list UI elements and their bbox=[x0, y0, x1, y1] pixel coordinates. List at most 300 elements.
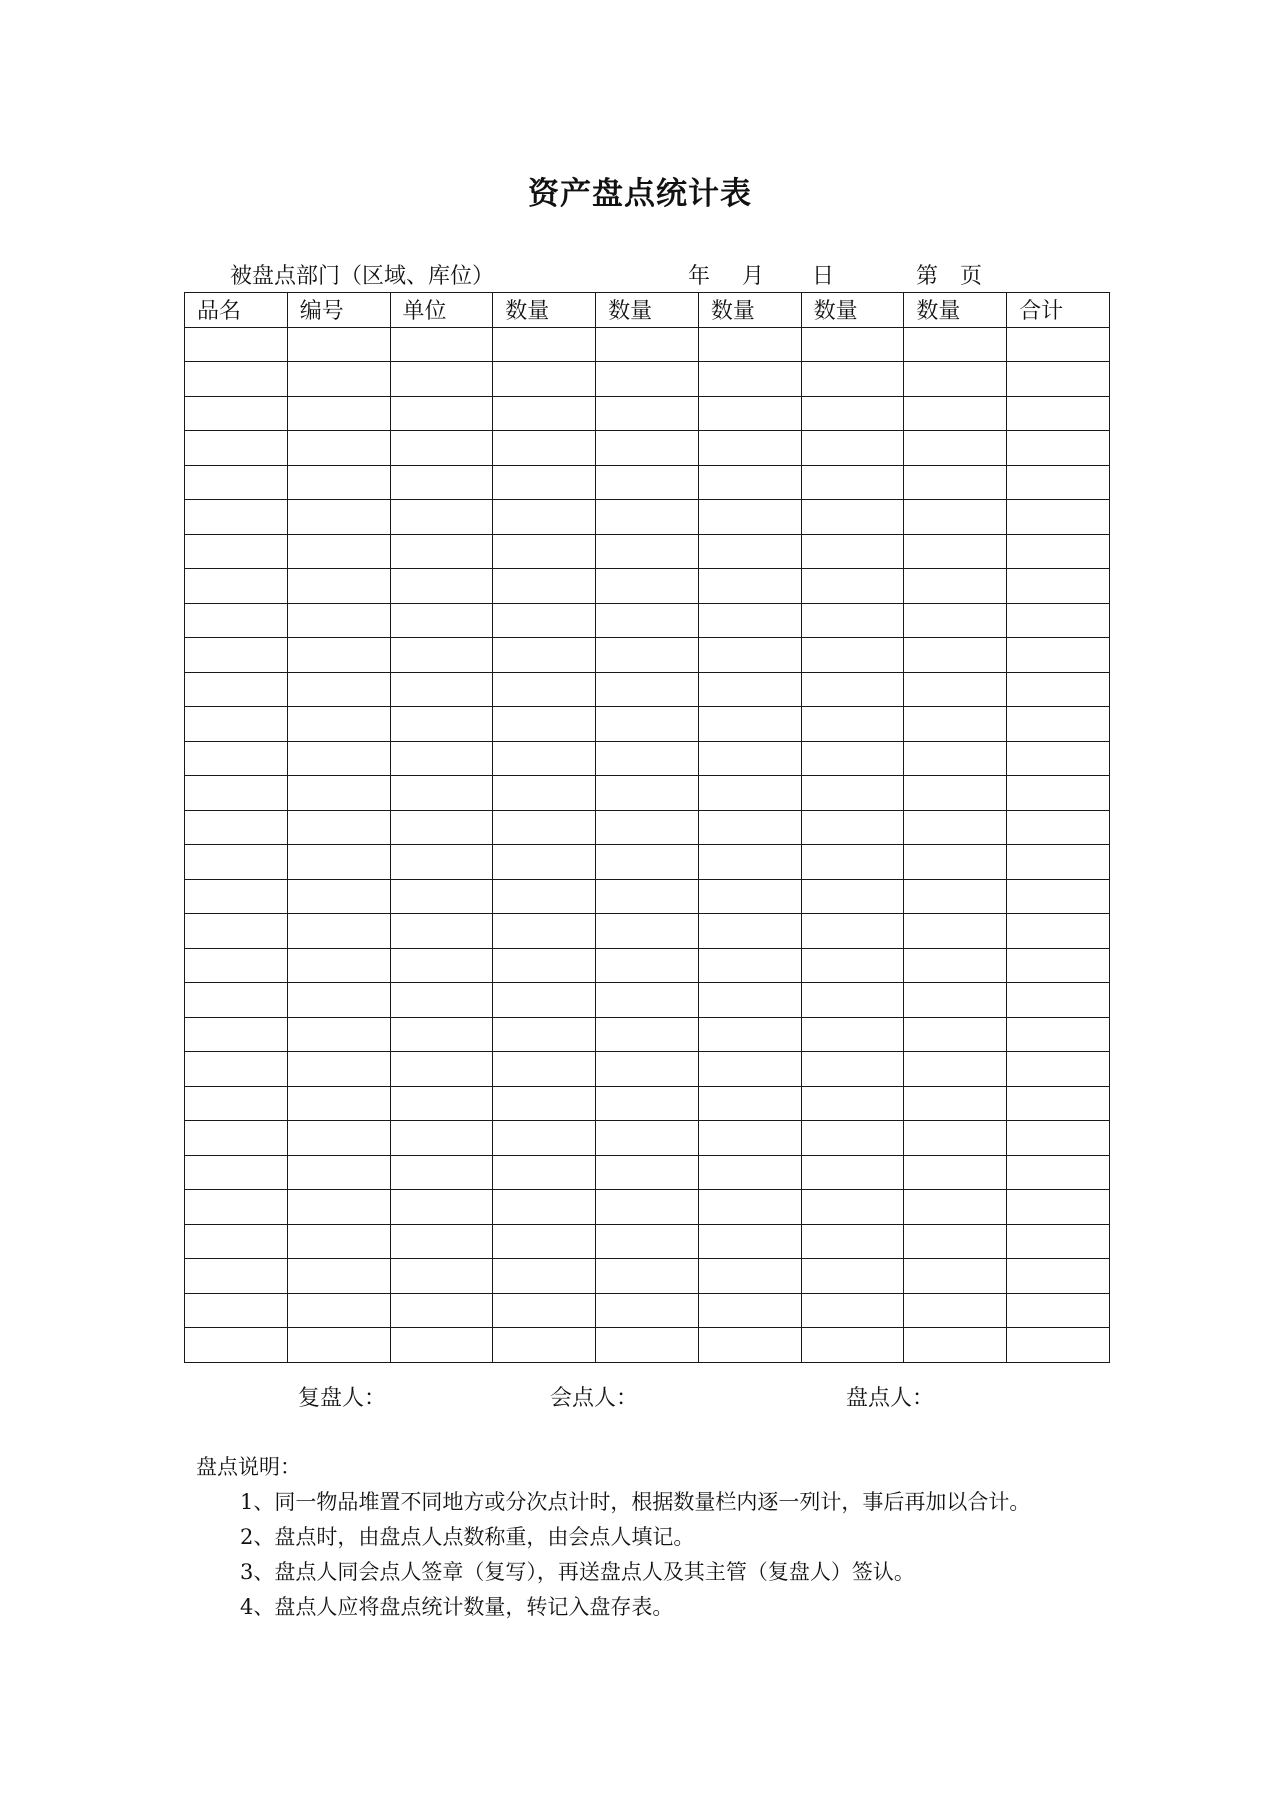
page-number-label bbox=[916, 259, 982, 290]
table-cell[interactable] bbox=[698, 1224, 801, 1259]
table-cell[interactable] bbox=[287, 327, 390, 362]
table-cell[interactable] bbox=[287, 431, 390, 466]
table-cell[interactable] bbox=[904, 1086, 1007, 1121]
table-cell[interactable] bbox=[904, 776, 1007, 811]
table-cell[interactable] bbox=[1007, 534, 1110, 569]
table-cell[interactable] bbox=[287, 1293, 390, 1328]
table-cell[interactable] bbox=[698, 672, 801, 707]
table-cell[interactable] bbox=[596, 1259, 699, 1294]
table-row bbox=[185, 431, 1110, 466]
table-cell[interactable] bbox=[1007, 396, 1110, 431]
table-cell[interactable] bbox=[493, 534, 596, 569]
table-cell[interactable] bbox=[698, 1259, 801, 1294]
table-cell[interactable] bbox=[493, 431, 596, 466]
table-cell[interactable] bbox=[185, 1052, 288, 1087]
table-cell[interactable] bbox=[801, 672, 904, 707]
table-cell[interactable] bbox=[185, 810, 288, 845]
table-cell[interactable] bbox=[185, 603, 288, 638]
table-cell[interactable] bbox=[493, 1328, 596, 1363]
table-cell[interactable] bbox=[904, 1328, 1007, 1363]
table-cell[interactable] bbox=[185, 1259, 288, 1294]
table-cell[interactable] bbox=[904, 1017, 1007, 1052]
table-cell[interactable] bbox=[390, 810, 493, 845]
table-cell[interactable] bbox=[493, 914, 596, 949]
table-cell[interactable] bbox=[596, 638, 699, 673]
table-cell[interactable] bbox=[596, 1190, 699, 1225]
table-cell[interactable] bbox=[698, 465, 801, 500]
table-cell[interactable] bbox=[185, 1155, 288, 1190]
table-cell[interactable] bbox=[904, 1224, 1007, 1259]
table-cell[interactable] bbox=[390, 465, 493, 500]
table-cell[interactable] bbox=[493, 500, 596, 535]
table-cell[interactable] bbox=[801, 1293, 904, 1328]
table-cell[interactable] bbox=[185, 638, 288, 673]
table-cell[interactable] bbox=[1007, 638, 1110, 673]
table-cell[interactable] bbox=[596, 1224, 699, 1259]
table-cell[interactable] bbox=[801, 1224, 904, 1259]
table-cell[interactable] bbox=[390, 327, 493, 362]
table-cell[interactable] bbox=[185, 1224, 288, 1259]
table-cell[interactable] bbox=[1007, 707, 1110, 742]
table-cell[interactable] bbox=[801, 638, 904, 673]
table-cell[interactable] bbox=[390, 1086, 493, 1121]
counter-signature-label: 盘点人： bbox=[846, 1386, 935, 1411]
table-cell[interactable] bbox=[1007, 672, 1110, 707]
table-cell[interactable] bbox=[596, 1293, 699, 1328]
table-cell[interactable] bbox=[698, 1052, 801, 1087]
table-cell[interactable] bbox=[596, 845, 699, 880]
table-cell[interactable] bbox=[801, 500, 904, 535]
table-cell[interactable] bbox=[698, 983, 801, 1018]
table-cell[interactable] bbox=[904, 707, 1007, 742]
table-cell[interactable] bbox=[493, 810, 596, 845]
table-cell[interactable] bbox=[390, 396, 493, 431]
table-cell[interactable] bbox=[185, 776, 288, 811]
table-cell[interactable] bbox=[287, 1190, 390, 1225]
table-cell[interactable] bbox=[390, 603, 493, 638]
table-cell[interactable] bbox=[801, 327, 904, 362]
table-row bbox=[185, 845, 1110, 880]
table-cell[interactable] bbox=[596, 948, 699, 983]
table-cell[interactable] bbox=[287, 500, 390, 535]
table-cell[interactable] bbox=[185, 707, 288, 742]
table-cell[interactable] bbox=[596, 431, 699, 466]
table-cell[interactable] bbox=[801, 1328, 904, 1363]
table-cell[interactable] bbox=[801, 534, 904, 569]
table-cell[interactable] bbox=[801, 431, 904, 466]
table-cell[interactable] bbox=[493, 569, 596, 604]
table-cell[interactable] bbox=[287, 879, 390, 914]
table-cell[interactable] bbox=[1007, 845, 1110, 880]
table-cell[interactable] bbox=[185, 1293, 288, 1328]
table-row bbox=[185, 1017, 1110, 1052]
table-cell[interactable] bbox=[801, 810, 904, 845]
table-cell[interactable] bbox=[698, 914, 801, 949]
table-cell[interactable] bbox=[596, 810, 699, 845]
table-cell[interactable] bbox=[493, 1121, 596, 1156]
table-cell[interactable] bbox=[698, 638, 801, 673]
table-cell[interactable] bbox=[698, 741, 801, 776]
table-cell[interactable] bbox=[1007, 1293, 1110, 1328]
table-cell[interactable] bbox=[801, 1052, 904, 1087]
table-cell[interactable] bbox=[185, 948, 288, 983]
table-cell[interactable] bbox=[287, 741, 390, 776]
table-cell[interactable] bbox=[390, 1121, 493, 1156]
table-cell[interactable] bbox=[185, 569, 288, 604]
table-cell[interactable] bbox=[904, 879, 1007, 914]
table-cell[interactable] bbox=[698, 707, 801, 742]
table-cell[interactable] bbox=[698, 1190, 801, 1225]
table-cell[interactable] bbox=[1007, 1017, 1110, 1052]
table-cell[interactable] bbox=[904, 672, 1007, 707]
table-cell[interactable] bbox=[390, 500, 493, 535]
table-cell[interactable] bbox=[185, 431, 288, 466]
column-header-code: 编号 bbox=[287, 293, 390, 328]
table-cell[interactable] bbox=[801, 1190, 904, 1225]
table-cell[interactable] bbox=[287, 1086, 390, 1121]
table-cell[interactable] bbox=[185, 741, 288, 776]
table-row bbox=[185, 1259, 1110, 1294]
table-cell[interactable] bbox=[596, 1086, 699, 1121]
table-cell[interactable] bbox=[698, 1155, 801, 1190]
table-cell[interactable] bbox=[287, 1259, 390, 1294]
table-cell[interactable] bbox=[493, 362, 596, 397]
table-cell[interactable] bbox=[493, 845, 596, 880]
table-cell[interactable] bbox=[596, 465, 699, 500]
table-cell[interactable] bbox=[390, 914, 493, 949]
table-cell[interactable] bbox=[698, 534, 801, 569]
table-cell[interactable] bbox=[904, 1155, 1007, 1190]
table-cell[interactable] bbox=[493, 396, 596, 431]
table-cell[interactable] bbox=[287, 1121, 390, 1156]
table-cell[interactable] bbox=[698, 1017, 801, 1052]
table-cell[interactable] bbox=[596, 983, 699, 1018]
table-cell[interactable] bbox=[1007, 327, 1110, 362]
table-cell[interactable] bbox=[698, 603, 801, 638]
table-cell[interactable] bbox=[287, 638, 390, 673]
table-cell[interactable] bbox=[390, 431, 493, 466]
department-label: 被盘点部门（区域、库位） bbox=[230, 264, 495, 289]
table-cell[interactable] bbox=[801, 741, 904, 776]
table-cell[interactable] bbox=[596, 914, 699, 949]
table-cell[interactable] bbox=[390, 1190, 493, 1225]
table-cell[interactable] bbox=[185, 1190, 288, 1225]
table-cell[interactable] bbox=[801, 569, 904, 604]
table-cell[interactable] bbox=[493, 465, 596, 500]
table-cell[interactable] bbox=[801, 707, 904, 742]
table-cell[interactable] bbox=[698, 431, 801, 466]
table-cell[interactable] bbox=[904, 914, 1007, 949]
table-cell[interactable] bbox=[698, 948, 801, 983]
table-cell[interactable] bbox=[801, 948, 904, 983]
table-cell[interactable] bbox=[904, 500, 1007, 535]
table-cell[interactable] bbox=[287, 396, 390, 431]
table-cell[interactable] bbox=[287, 1052, 390, 1087]
table-cell[interactable] bbox=[493, 672, 596, 707]
table-cell[interactable] bbox=[493, 983, 596, 1018]
table-cell[interactable] bbox=[390, 1293, 493, 1328]
table-cell[interactable] bbox=[698, 1121, 801, 1156]
table-cell[interactable] bbox=[698, 569, 801, 604]
table-cell[interactable] bbox=[904, 845, 1007, 880]
table-cell[interactable] bbox=[904, 603, 1007, 638]
table-cell[interactable] bbox=[904, 362, 1007, 397]
table-cell[interactable] bbox=[1007, 914, 1110, 949]
table-cell[interactable] bbox=[904, 1121, 1007, 1156]
table-cell[interactable] bbox=[390, 948, 493, 983]
table-cell[interactable] bbox=[904, 431, 1007, 466]
reviewer-signature-label: 复盘人： bbox=[298, 1386, 387, 1411]
table-cell[interactable] bbox=[185, 465, 288, 500]
table-cell[interactable] bbox=[1007, 1224, 1110, 1259]
table-row bbox=[185, 1328, 1110, 1363]
table-cell[interactable] bbox=[287, 534, 390, 569]
table-cell[interactable] bbox=[493, 1259, 596, 1294]
table-cell[interactable] bbox=[185, 1328, 288, 1363]
table-cell[interactable] bbox=[390, 1259, 493, 1294]
table-cell[interactable] bbox=[698, 362, 801, 397]
table-cell[interactable] bbox=[904, 327, 1007, 362]
table-cell[interactable] bbox=[1007, 1155, 1110, 1190]
table-cell[interactable] bbox=[698, 810, 801, 845]
table-cell[interactable] bbox=[390, 1155, 493, 1190]
table-cell[interactable] bbox=[596, 362, 699, 397]
table-cell[interactable] bbox=[904, 1293, 1007, 1328]
table-cell[interactable] bbox=[390, 638, 493, 673]
table-cell[interactable] bbox=[801, 396, 904, 431]
table-cell[interactable] bbox=[390, 1328, 493, 1363]
table-cell[interactable] bbox=[904, 983, 1007, 1018]
table-cell[interactable] bbox=[801, 879, 904, 914]
table-cell[interactable] bbox=[390, 1224, 493, 1259]
witness-signature-label: 会点人： bbox=[550, 1386, 639, 1411]
table-cell[interactable] bbox=[596, 1328, 699, 1363]
table-cell[interactable] bbox=[904, 1052, 1007, 1087]
table-row bbox=[185, 914, 1110, 949]
table-cell[interactable] bbox=[390, 1017, 493, 1052]
table-cell[interactable] bbox=[904, 741, 1007, 776]
table-cell[interactable] bbox=[698, 845, 801, 880]
table-cell[interactable] bbox=[493, 741, 596, 776]
table-cell[interactable] bbox=[801, 1155, 904, 1190]
table-cell[interactable] bbox=[698, 1086, 801, 1121]
table-row bbox=[185, 776, 1110, 811]
table-cell[interactable] bbox=[596, 603, 699, 638]
table-cell[interactable] bbox=[801, 845, 904, 880]
table-cell[interactable] bbox=[1007, 465, 1110, 500]
table-cell[interactable] bbox=[390, 845, 493, 880]
table-cell[interactable] bbox=[287, 603, 390, 638]
table-cell[interactable] bbox=[801, 465, 904, 500]
table-cell[interactable] bbox=[801, 1086, 904, 1121]
table-cell[interactable] bbox=[1007, 776, 1110, 811]
table-cell[interactable] bbox=[390, 983, 493, 1018]
table-cell[interactable] bbox=[801, 914, 904, 949]
table-cell[interactable] bbox=[1007, 1259, 1110, 1294]
table-cell[interactable] bbox=[904, 1259, 1007, 1294]
table-cell[interactable] bbox=[390, 534, 493, 569]
table-cell[interactable] bbox=[904, 569, 1007, 604]
table-cell[interactable] bbox=[390, 741, 493, 776]
table-cell[interactable] bbox=[596, 741, 699, 776]
table-cell[interactable] bbox=[596, 879, 699, 914]
table-cell[interactable] bbox=[287, 1328, 390, 1363]
table-cell[interactable] bbox=[390, 362, 493, 397]
table-cell[interactable] bbox=[185, 396, 288, 431]
table-cell[interactable] bbox=[390, 672, 493, 707]
table-cell[interactable] bbox=[904, 948, 1007, 983]
table-cell[interactable] bbox=[698, 879, 801, 914]
table-cell[interactable] bbox=[801, 983, 904, 1018]
table-cell[interactable] bbox=[801, 1259, 904, 1294]
table-cell[interactable] bbox=[493, 707, 596, 742]
table-cell[interactable] bbox=[493, 948, 596, 983]
table-cell[interactable] bbox=[596, 1017, 699, 1052]
table-cell[interactable] bbox=[287, 845, 390, 880]
table-cell[interactable] bbox=[493, 1224, 596, 1259]
table-cell[interactable] bbox=[287, 1224, 390, 1259]
table-cell[interactable] bbox=[801, 362, 904, 397]
table-cell[interactable] bbox=[287, 983, 390, 1018]
table-cell[interactable] bbox=[904, 534, 1007, 569]
table-cell[interactable] bbox=[287, 465, 390, 500]
table-cell[interactable] bbox=[1007, 569, 1110, 604]
table-cell[interactable] bbox=[596, 534, 699, 569]
table-row bbox=[185, 534, 1110, 569]
table-cell[interactable] bbox=[1007, 1052, 1110, 1087]
table-cell[interactable] bbox=[287, 362, 390, 397]
table-cell[interactable] bbox=[698, 776, 801, 811]
table-cell[interactable] bbox=[596, 1155, 699, 1190]
note-item: 2、盘点时，由盘点人点数称重，由会点人填记。 bbox=[240, 1525, 695, 1549]
table-header-row bbox=[185, 293, 1110, 328]
table-cell[interactable] bbox=[1007, 1121, 1110, 1156]
table-cell[interactable] bbox=[596, 1121, 699, 1156]
table-cell[interactable] bbox=[287, 948, 390, 983]
table-cell[interactable] bbox=[287, 776, 390, 811]
notes-title: 盘点说明： bbox=[196, 1455, 301, 1479]
table-cell[interactable] bbox=[390, 776, 493, 811]
table-cell[interactable] bbox=[287, 672, 390, 707]
table-cell[interactable] bbox=[1007, 879, 1110, 914]
table-cell[interactable] bbox=[185, 534, 288, 569]
table-cell[interactable] bbox=[185, 879, 288, 914]
table-cell[interactable] bbox=[493, 638, 596, 673]
table-cell[interactable] bbox=[1007, 603, 1110, 638]
table-cell[interactable] bbox=[185, 1017, 288, 1052]
table-cell[interactable] bbox=[390, 1052, 493, 1087]
table-cell[interactable] bbox=[596, 707, 699, 742]
table-row bbox=[185, 741, 1110, 776]
table-cell[interactable] bbox=[287, 1017, 390, 1052]
table-cell[interactable] bbox=[185, 500, 288, 535]
table-cell[interactable] bbox=[185, 845, 288, 880]
table-cell[interactable] bbox=[698, 1328, 801, 1363]
table-cell[interactable] bbox=[287, 1155, 390, 1190]
table-cell[interactable] bbox=[185, 914, 288, 949]
table-cell[interactable] bbox=[596, 500, 699, 535]
table-cell[interactable] bbox=[904, 638, 1007, 673]
table-cell[interactable] bbox=[698, 396, 801, 431]
table-cell[interactable] bbox=[698, 327, 801, 362]
table-cell[interactable] bbox=[904, 1190, 1007, 1225]
table-row bbox=[185, 603, 1110, 638]
table-cell[interactable] bbox=[801, 776, 904, 811]
table-cell[interactable] bbox=[1007, 1190, 1110, 1225]
table-cell[interactable] bbox=[698, 1293, 801, 1328]
table-cell[interactable] bbox=[390, 879, 493, 914]
table-cell[interactable] bbox=[493, 1086, 596, 1121]
table-row bbox=[185, 1052, 1110, 1087]
table-cell[interactable] bbox=[596, 569, 699, 604]
table-row bbox=[185, 983, 1110, 1018]
table-cell[interactable] bbox=[801, 603, 904, 638]
table-cell[interactable] bbox=[185, 672, 288, 707]
table-cell[interactable] bbox=[493, 1017, 596, 1052]
table-cell[interactable] bbox=[287, 810, 390, 845]
table-cell[interactable] bbox=[287, 569, 390, 604]
table-cell[interactable] bbox=[493, 1190, 596, 1225]
table-cell[interactable] bbox=[185, 983, 288, 1018]
table-cell[interactable] bbox=[904, 810, 1007, 845]
table-cell[interactable] bbox=[596, 396, 699, 431]
table-cell[interactable] bbox=[493, 1293, 596, 1328]
table-cell[interactable] bbox=[1007, 500, 1110, 535]
table-cell[interactable] bbox=[493, 603, 596, 638]
table-row bbox=[185, 569, 1110, 604]
table-cell[interactable] bbox=[596, 672, 699, 707]
table-cell[interactable] bbox=[1007, 948, 1110, 983]
table-cell[interactable] bbox=[493, 879, 596, 914]
table-cell[interactable] bbox=[287, 914, 390, 949]
table-cell[interactable] bbox=[1007, 810, 1110, 845]
table-cell[interactable] bbox=[493, 1155, 596, 1190]
year-label: 年 bbox=[688, 264, 711, 289]
table-cell[interactable] bbox=[904, 465, 1007, 500]
table-cell[interactable] bbox=[185, 327, 288, 362]
table-cell[interactable] bbox=[1007, 983, 1110, 1018]
table-cell[interactable] bbox=[390, 707, 493, 742]
table-cell[interactable] bbox=[596, 327, 699, 362]
table-row bbox=[185, 500, 1110, 535]
table-cell[interactable] bbox=[493, 1052, 596, 1087]
table-cell[interactable] bbox=[1007, 1086, 1110, 1121]
table-cell[interactable] bbox=[801, 1121, 904, 1156]
table-row bbox=[185, 810, 1110, 845]
table-cell[interactable] bbox=[596, 1052, 699, 1087]
table-cell[interactable] bbox=[698, 500, 801, 535]
table-cell[interactable] bbox=[185, 1086, 288, 1121]
inventory-table bbox=[184, 292, 1110, 1363]
table-cell[interactable] bbox=[493, 327, 596, 362]
table-cell[interactable] bbox=[1007, 362, 1110, 397]
table-cell[interactable] bbox=[390, 569, 493, 604]
table-cell[interactable] bbox=[1007, 741, 1110, 776]
table-cell[interactable] bbox=[801, 1017, 904, 1052]
document-title: 资产盘点统计表 bbox=[528, 176, 752, 212]
table-cell[interactable] bbox=[185, 1121, 288, 1156]
table-cell[interactable] bbox=[1007, 431, 1110, 466]
table-cell[interactable] bbox=[493, 776, 596, 811]
table-cell[interactable] bbox=[185, 362, 288, 397]
table-row bbox=[185, 1121, 1110, 1156]
table-cell[interactable] bbox=[904, 396, 1007, 431]
table-cell[interactable] bbox=[596, 776, 699, 811]
column-header-quantity-5: 数量 bbox=[904, 293, 1007, 328]
table-cell[interactable] bbox=[1007, 1328, 1110, 1363]
table-cell[interactable] bbox=[287, 707, 390, 742]
table-row bbox=[185, 1224, 1110, 1259]
